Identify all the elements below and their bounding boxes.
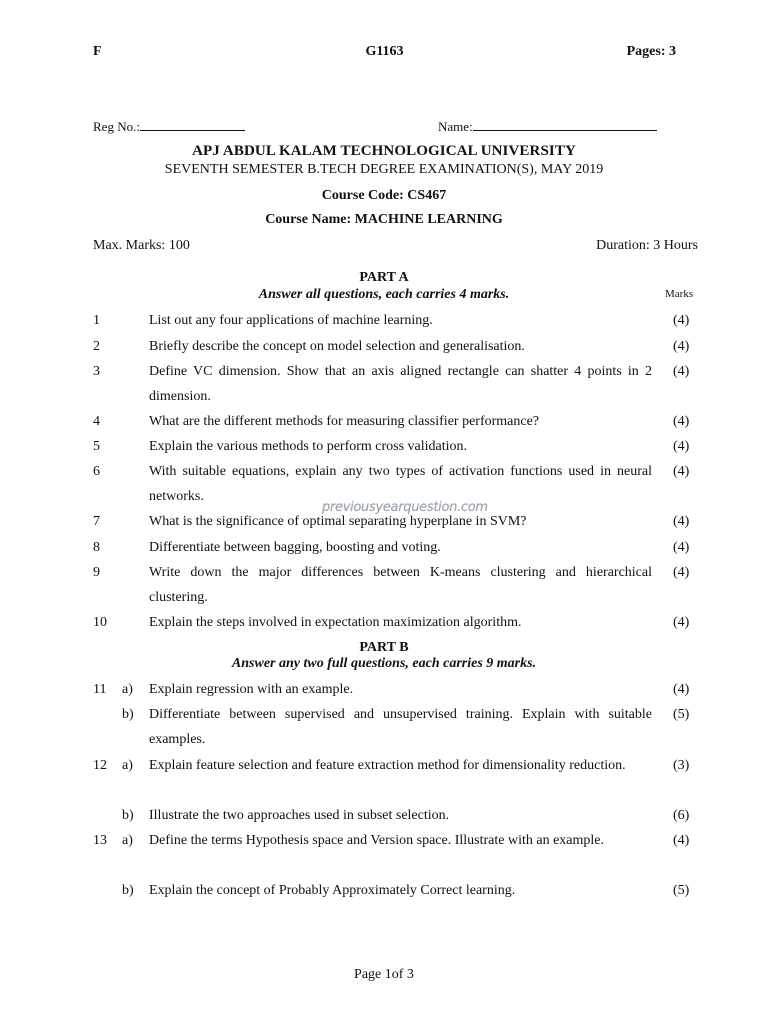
reg-no-blank: [140, 118, 245, 131]
part-b-instruction: Answer any two full questions, each carries 9 marks.: [231, 656, 537, 671]
header-line: [93, 44, 676, 64]
question-marks: (4): [673, 313, 690, 328]
question-text: What are the different methods for measuring classifier performance?: [149, 414, 540, 429]
question-text: Define the terms Hypothesis space and Version space. Illustrate with an example.: [149, 833, 604, 848]
course-name: Course Name: MACHINE LEARNING: [265, 212, 503, 227]
question-marks: (4): [673, 464, 690, 479]
university-title: APJ ABDUL KALAM TECHNOLOGICAL UNIVERSITY: [192, 143, 576, 159]
question-number: 3: [93, 364, 100, 379]
reg-no-label: Reg No.:: [93, 119, 140, 134]
question-number: 2: [93, 339, 100, 354]
question-marks: (4): [673, 682, 690, 697]
question-sub-label: a): [122, 833, 133, 848]
question-marks: (4): [673, 364, 690, 379]
name-blank: [473, 118, 657, 131]
watermark: previousyearquestion.com: [322, 500, 488, 515]
question-text: Define VC dimension. Show that an axis aligned rectangle can shatter 4 points in 2 dimension.: [149, 364, 652, 404]
question-number: 10: [93, 615, 107, 630]
name-field: [438, 118, 657, 135]
reg-no-field: [93, 118, 245, 135]
page-count: Pages: 3: [626, 44, 676, 59]
question-number: 13: [93, 833, 107, 848]
question-sub-label: b): [122, 808, 134, 823]
question-marks: (4): [673, 615, 690, 630]
max-marks: Max. Marks: 100: [93, 238, 190, 253]
question-text: Briefly describe the concept on model selection and generalisation.: [149, 339, 525, 354]
question-text: Differentiate between supervised and unsupervised training. Explain with suitable examples.: [149, 707, 652, 747]
question-text: Explain the various methods to perform cross validation.: [149, 439, 468, 454]
page-footer: Page 1of 3: [354, 967, 414, 982]
question-text: Explain the steps involved in expectation maximization algorithm.: [149, 615, 522, 630]
question-marks: (6): [673, 808, 690, 823]
question-number: 1: [93, 313, 100, 328]
part-b-title: PART B: [359, 640, 409, 655]
question-number: 12: [93, 758, 107, 773]
question-number: 5: [93, 439, 100, 454]
question-marks: (4): [673, 540, 690, 555]
question-text: List out any four applications of machine learning.: [149, 313, 433, 328]
question-text: What is the significance of optimal separating hyperplane in SVM?: [149, 514, 527, 529]
question-sub-label: b): [122, 883, 134, 898]
question-marks: (4): [673, 833, 690, 848]
exam-title: SEVENTH SEMESTER B.TECH DEGREE EXAMINATION(S), MAY 2019: [164, 162, 604, 177]
marks-column-header: Marks: [665, 288, 694, 300]
question-sub-label: a): [122, 758, 133, 773]
question-marks: (4): [673, 565, 690, 580]
question-number: 8: [93, 540, 100, 555]
question-marks: (4): [673, 439, 690, 454]
question-marks: (5): [673, 883, 690, 898]
question-sub-label: b): [122, 707, 134, 722]
paper-code: G1163: [365, 44, 404, 59]
paper-series: F: [93, 44, 102, 59]
question-number: 4: [93, 414, 100, 429]
question-text: With suitable equations, explain any two types of activation functions used in neural networks.: [149, 464, 652, 504]
question-sub-label: a): [122, 682, 133, 697]
question-text: Illustrate the two approaches used in subset selection.: [149, 808, 450, 823]
question-number: 7: [93, 514, 100, 529]
question-text: Explain feature selection and feature extraction method for dimensionality reduction.: [149, 758, 626, 773]
question-marks: (4): [673, 414, 690, 429]
duration: Duration: 3 Hours: [596, 238, 698, 253]
question-text: Differentiate between bagging, boosting and voting.: [149, 540, 441, 555]
question-marks: (5): [673, 707, 690, 722]
course-code: Course Code: CS467: [321, 188, 447, 203]
question-marks: (4): [673, 514, 690, 529]
question-number: 9: [93, 565, 100, 580]
question-marks: (3): [673, 758, 690, 773]
part-a-instruction: Answer all questions, each carries 4 marks.: [258, 287, 510, 302]
question-number: 11: [93, 682, 107, 697]
question-text: Explain the concept of Probably Approximately Correct learning.: [149, 883, 516, 898]
question-number: 6: [93, 464, 100, 479]
part-a-title: PART A: [359, 270, 409, 285]
question-text: Write down the major differences between K-means clustering and hierarchical clustering.: [149, 565, 652, 605]
question-text: Explain regression with an example.: [149, 682, 354, 697]
name-label: Name:: [438, 119, 473, 134]
question-marks: (4): [673, 339, 690, 354]
